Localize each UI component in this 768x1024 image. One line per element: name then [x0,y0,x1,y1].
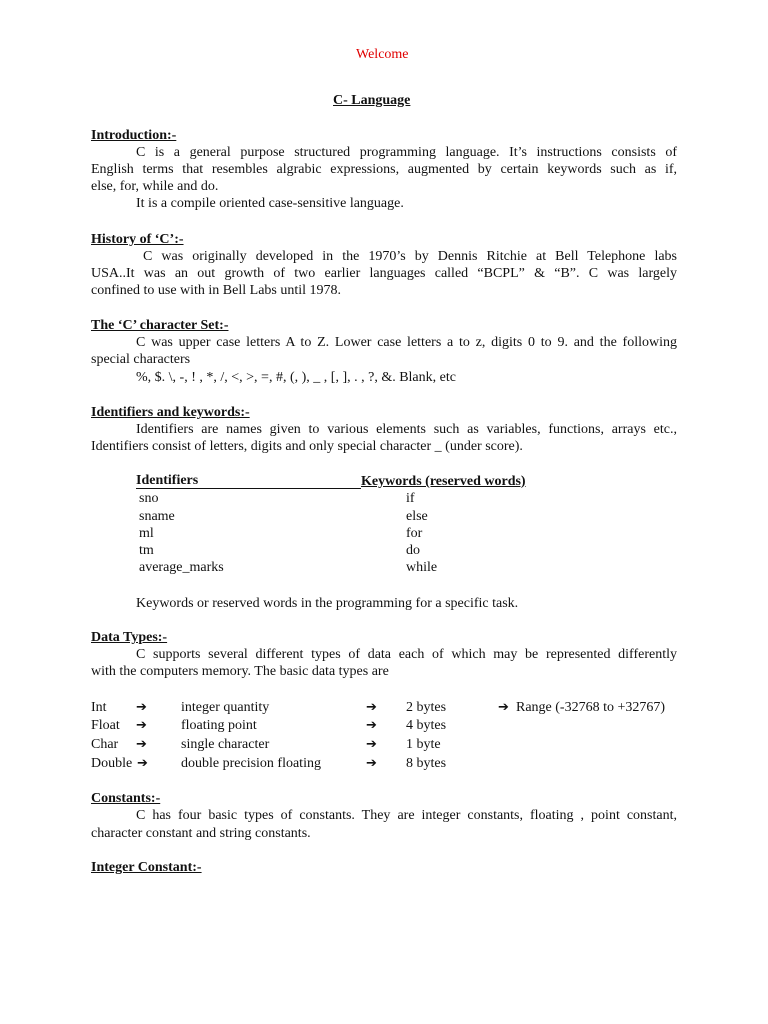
datatype-description: integer quantity [181,700,270,715]
identifier-cell: tm [139,543,154,558]
keywords-column-header: Keywords (reserved words) [361,474,526,489]
datatypes-line-1: C supports several different types of data each of which may be represented differently [136,647,677,662]
charset-line-3: %, $. \, -, ! , *, /, <, >, =, #, (, ), _ , [, ], . , ?, &. Blank, etc [136,370,456,385]
datatype-name: Int [91,700,107,715]
datatype-size: 1 byte [406,737,441,752]
history-line-2: USA..It was an out growth of two earlier languages called “BCPL” & “B”. C was largely [91,266,677,281]
history-line-1: C was originally developed in the 1970’s by Dennis Ritchie at Bell Telephone labs [143,249,677,264]
datatype-description: floating point [181,718,257,733]
charset-line-1: C was upper case letters A to Z. Lower case letters a to z, digits 0 to 9. and the following [136,335,677,350]
arrow-icon: ➔ [366,737,377,752]
identifiers-heading: Identifiers and keywords:- [91,405,250,420]
arrow-icon: ➔ [137,756,148,771]
datatype-range: Range (-32768 to +32767) [516,700,666,715]
constants-heading: Constants:- [91,791,161,806]
intro-line-1: C is a general purpose structured programming language. It’s instructions consists of [136,145,677,160]
arrow-icon: ➔ [366,700,377,715]
intro-line-4: It is a compile oriented case-sensitive language. [136,196,404,211]
page-title: C- Language [333,93,411,108]
arrow-icon: ➔ [136,718,147,733]
identifier-cell: sno [139,491,159,506]
identifier-cell: sname [139,509,175,524]
constants-line-2: character constant and string constants. [91,826,311,841]
datatype-name: Char [91,737,119,752]
charset-line-2: special characters [91,352,191,367]
keyword-cell: else [406,509,428,524]
datatype-size: 2 bytes [406,700,447,715]
keywords-note: Keywords or reserved words in the programming for a specific task. [136,596,519,611]
charset-heading: The ‘C’ character Set:- [91,318,229,333]
identifier-cell: ml [139,526,154,541]
datatype-size: 4 bytes [406,718,447,733]
arrow-icon: ➔ [136,700,147,715]
identifier-cell: average_marks [139,560,224,575]
intro-heading: Introduction:- [91,128,177,143]
integer-constant-heading: Integer Constant:- [91,860,202,875]
datatype-size: 8 bytes [406,756,447,771]
datatypes-heading: Data Types:- [91,630,168,645]
keyword-cell: if [406,491,415,506]
welcome-text: Welcome [356,47,409,62]
datatype-name: Float [91,718,120,733]
datatype-name: Double [91,756,133,771]
keyword-cell: for [406,526,423,541]
history-line-3: confined to use with in Bell Labs until 1978. [91,283,342,298]
datatype-description: single character [181,737,270,752]
arrow-icon: ➔ [498,700,509,715]
identifiers-line-2: Identifiers consist of letters, digits and only special character _ (under score). [91,439,523,454]
intro-line-2: English terms that resembles algrabic expressions, augmented by certain keywords such as if, [91,162,677,177]
keyword-cell: do [406,543,420,558]
arrow-icon: ➔ [136,737,147,752]
datatypes-line-2: with the computers memory. The basic data types are [91,664,389,679]
arrow-icon: ➔ [366,718,377,733]
keyword-cell: while [406,560,438,575]
arrow-icon: ➔ [366,756,377,771]
datatype-description: double precision floating [181,756,321,771]
constants-line-1: C has four basic types of constants. They are integer constants, floating , point constant, [136,808,677,823]
identifiers-line-1: Identifiers are names given to various elements such as variables, functions, arrays etc., [136,422,677,437]
intro-line-3: else, for, while and do. [91,179,219,194]
history-heading: History of ‘C’:- [91,232,184,247]
identifiers-column-header: Identifiers [136,473,361,489]
